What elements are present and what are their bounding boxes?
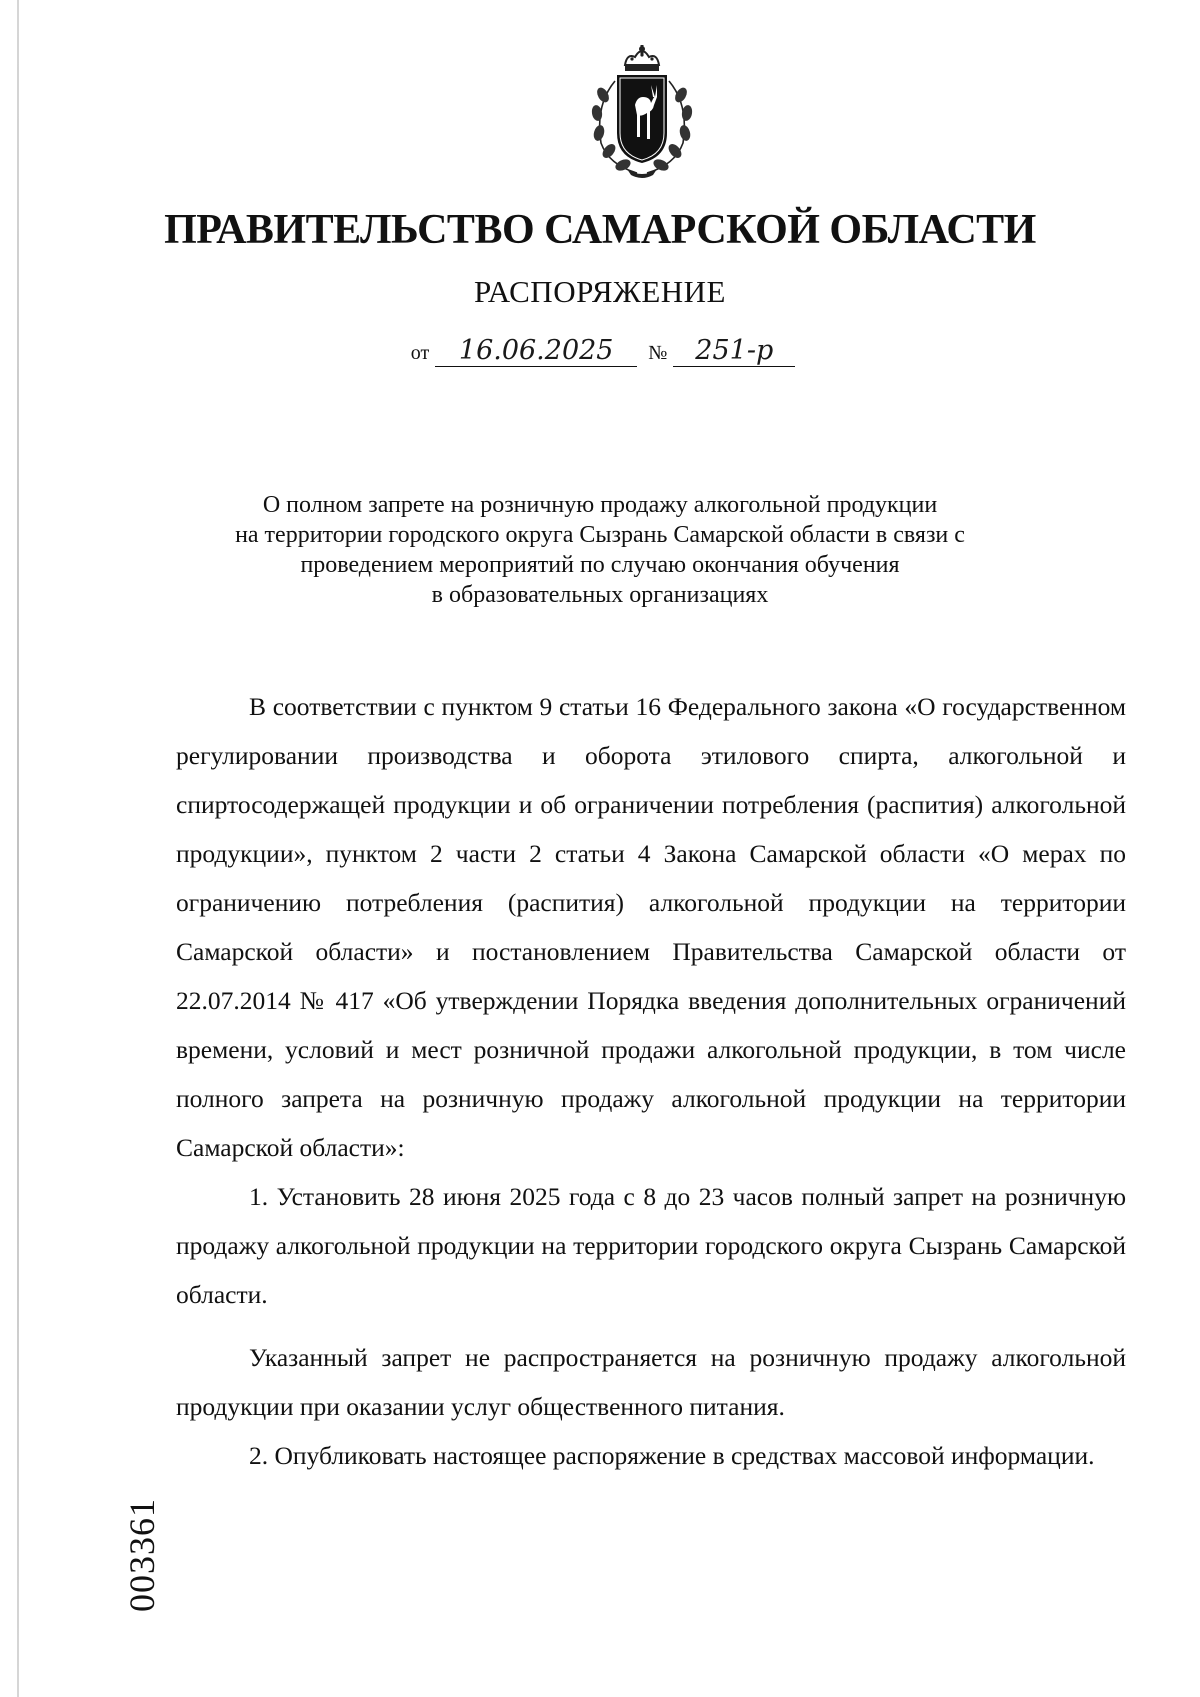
handwritten-number: 251-р	[673, 336, 795, 367]
clause-1-paragraph: 1. Установить 28 июня 2025 года с 8 до 23 часов полный запрет на розничную продажу алкогольной продукции на территории городского округа Сызрань Самарской области.	[176, 1182, 1126, 1309]
serial-number-text: 003361	[122, 1498, 162, 1612]
exception-paragraph: Указанный запрет не распространяется на розничную продажу алкогольной продукции при оказании услуг общественного питания.	[176, 1343, 1126, 1421]
preamble-paragraph: В соответствии с пунктом 9 статьи 16 Федерального закона «О государственном регулировании производства и оборота этилового спирта, алкогольной и спиртосодержащей продукции и об ограничении потребления (распития) алкогольной продукции», пунктом 2 части 2 статьи 4 Закона Самарской области «О мерах по ограничению потребления (распития) алкогольной продукции на территории Самарской области» и постановлением Правительства Самарской области от 22.07.2014 № 417 «Об утверждении Порядка введения дополнительных ограничений времени, условий и мест розничной продажи алкогольной продукции, в том числе полного запрета на розничную продажу алкогольной продукции на территории Самарской области»:	[176, 692, 1126, 1162]
document-subject	[180, 490, 1020, 610]
date-label: от	[410, 342, 430, 364]
samara-coat-of-arms-icon	[587, 45, 697, 181]
serial-number	[112, 1485, 172, 1625]
handwritten-date: 16.06.2025	[435, 336, 637, 367]
document-type: РАСПОРЯЖЕНИЕ	[474, 274, 726, 309]
date-number-line	[0, 336, 1200, 367]
subject-line: на территории городского округа Сызрань Самарской области в связи с	[235, 522, 965, 548]
document-body	[176, 682, 1126, 1480]
number-label: №	[648, 342, 668, 364]
subject-line: проведением мероприятий по случаю окончания обучения	[300, 552, 900, 578]
clause-2-paragraph: 2. Опубликовать настоящее распоряжение в средствах массовой информации.	[249, 1441, 1095, 1470]
subject-line: в образовательных организациях	[431, 582, 769, 608]
subject-line: О полном запрете на розничную продажу алкогольной продукции	[262, 492, 938, 518]
organization-title: ПРАВИТЕЛЬСТВО САМАРСКОЙ ОБЛАСТИ	[164, 207, 1036, 253]
scan-edge-shadow	[17, 0, 19, 1697]
